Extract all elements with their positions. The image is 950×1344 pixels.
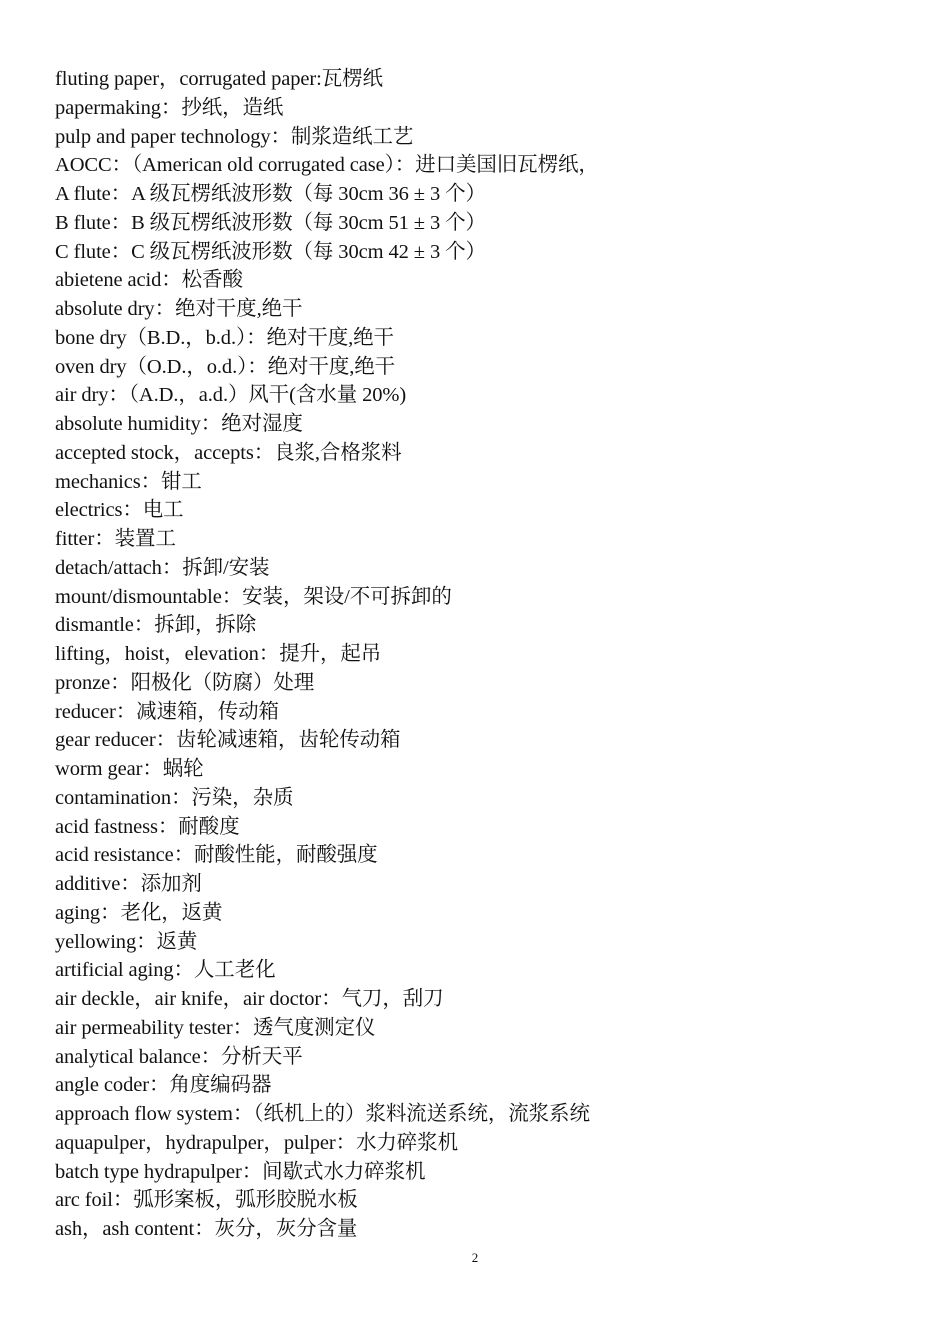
glossary-entry: A flute：A 级瓦楞纸波形数（每 30cm 36 ± 3 个）: [55, 183, 486, 205]
glossary-entry: aging：老化，返黄: [55, 901, 223, 924]
glossary-entry: approach flow system：（纸机上的）浆料流送系统，流浆系统: [55, 1103, 590, 1125]
glossary-entry: air permeability tester：透气度测定仪: [55, 1016, 376, 1039]
glossary-entry: yellowing：返黄: [55, 930, 198, 953]
glossary-entry: air deckle，air knife，air doctor：气刀，刮刀: [55, 988, 444, 1010]
glossary-entry: electrics：电工: [55, 499, 184, 522]
glossary-entry: pulp and paper technology：制浆造纸工艺: [55, 125, 414, 148]
glossary-entry: mechanics：钳工: [55, 470, 202, 493]
glossary-entry: dismantle：拆卸，拆除: [55, 614, 257, 637]
glossary-entry: lifting，hoist，elevation：提升，起吊: [55, 643, 382, 665]
glossary-entry: arc foil：弧形案板，弧形胶脱水板: [55, 1189, 358, 1212]
glossary-entry: additive：添加剂: [55, 873, 202, 895]
glossary-entry: B flute：B 级瓦楞纸波形数（每 30cm 51 ± 3 个）: [55, 211, 486, 234]
glossary-entry: analytical balance：分析天平: [55, 1045, 303, 1068]
glossary-entry: absolute dry：绝对干度,绝干: [55, 298, 303, 320]
glossary-entry: contamination：污染，杂质: [55, 786, 294, 809]
glossary-entry: batch type hydrapulper：间歇式水力碎浆机: [55, 1160, 426, 1183]
glossary-entry: accepted stock，accepts：良浆,合格浆料: [55, 441, 402, 464]
glossary-entry: aquapulper，hydrapulper，pulper：水力碎浆机: [55, 1131, 458, 1154]
glossary-entry: abietene acid：松香酸: [55, 269, 243, 292]
glossary-entry: reducer：减速箱，传动箱: [55, 700, 279, 723]
glossary-entry: absolute humidity：绝对湿度: [55, 413, 303, 435]
glossary-entry: mount/dismountable：安装，架设/不可拆卸的: [55, 585, 452, 608]
glossary-entry: acid resistance：耐酸性能，耐酸强度: [55, 844, 378, 867]
glossary-entry: ash，ash content：灰分，灰分含量: [55, 1218, 358, 1240]
glossary-entry: oven dry（O.D.，o.d.）：绝对干度,绝干: [55, 355, 396, 378]
glossary-list: [55, 65, 915, 1244]
glossary-entry: angle coder：角度编码器: [55, 1074, 272, 1097]
glossary-entry: C flute：C 级瓦楞纸波形数（每 30cm 42 ± 3 个）: [55, 240, 486, 263]
glossary-entry: artificial aging：人工老化: [55, 959, 276, 982]
glossary-entry: pronze：阳极化（防腐）处理: [55, 671, 315, 694]
glossary-entry: AOCC：（American old corrugated case）：进口美国旧瓦楞纸，: [55, 154, 599, 177]
glossary-entry: gear reducer：齿轮减速箱，齿轮传动箱: [55, 729, 401, 752]
glossary-entry: air dry：（A.D.，a.d.）风干(含水量 20%): [55, 384, 407, 407]
glossary-entry: fluting paper，corrugated paper:瓦楞纸: [55, 68, 383, 90]
glossary-entry: fitter：装置工: [55, 528, 176, 550]
page-number: 2: [471, 1250, 479, 1265]
glossary-entry: acid fastness：耐酸度: [55, 815, 240, 838]
glossary-entry: detach/attach：拆卸/安装: [55, 556, 270, 579]
glossary-entry: papermaking：抄纸，造纸: [55, 96, 284, 119]
glossary-entry: bone dry（B.D.，b.d.）：绝对干度,绝干: [55, 326, 394, 349]
glossary-entry: worm gear：蜗轮: [55, 758, 204, 780]
